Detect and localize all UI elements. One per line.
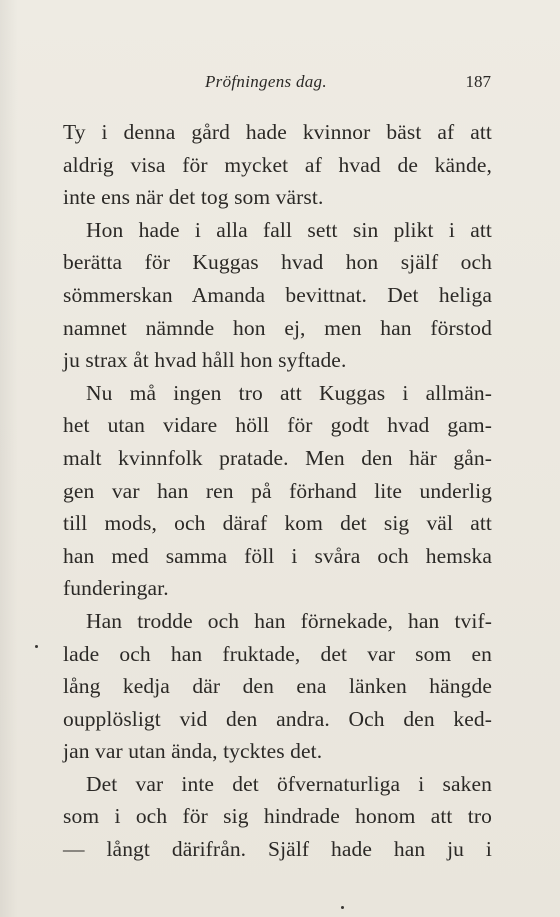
text-line: Hon hade i alla fall sett sin plikt i att: [86, 217, 492, 242]
text-line: aldrig visa för mycket af hvad de kände,: [63, 152, 492, 177]
text-line: berätta för Kuggas hvad hon själf och: [63, 250, 492, 275]
text-line: som i och för sig hindrade honom att tro: [63, 804, 492, 829]
text-line: Han trodde och han förnekade, han tvif-: [86, 608, 492, 633]
text-line: han med samma föll i svåra och hemska: [63, 543, 492, 568]
page-number: 187: [465, 72, 491, 91]
text-line: malt kvinnfolk pratade. Men den här gån-: [63, 445, 492, 470]
text-line: Det var inte det öfvernaturliga i saken: [86, 771, 492, 796]
text-line: lade och han fruktade, det var som en: [63, 641, 492, 666]
running-title: Pröfningens dag.: [205, 72, 327, 91]
text-line: het utan vidare höll för godt hvad gam-: [63, 413, 492, 438]
text-line: till mods, och däraf kom det sig väl att: [63, 511, 492, 536]
text-line: Nu må ingen tro att Kuggas i allmän-: [86, 380, 492, 405]
ink-speck: [341, 906, 344, 909]
text-line: namnet nämnde hon ej, men han förstod: [63, 315, 492, 340]
text-line: jan var utan ända, tycktes det.: [63, 739, 323, 764]
text-line: funderingar.: [63, 576, 169, 601]
text-line: lång kedja där den ena länken hängde: [63, 674, 492, 699]
text-line: Ty i denna gård hade kvinnor bäst af att: [63, 120, 492, 144]
ink-speck: [35, 645, 38, 648]
text-line: sömmerskan Amanda bevittnat. Det heliga: [63, 282, 492, 307]
text-line: ju strax åt hvad håll hon syftade.: [63, 348, 347, 373]
text-line: — långt därifrån. Själf hade han ju i: [63, 837, 492, 862]
text-line: inte ens när det tog som värst.: [63, 185, 324, 210]
body-text: [63, 116, 492, 866]
text-line: oupplösligt vid den andra. Och den ked-: [63, 706, 492, 731]
text-line: gen var han ren på förhand lite underlig: [63, 478, 492, 503]
page-header: [66, 72, 491, 100]
